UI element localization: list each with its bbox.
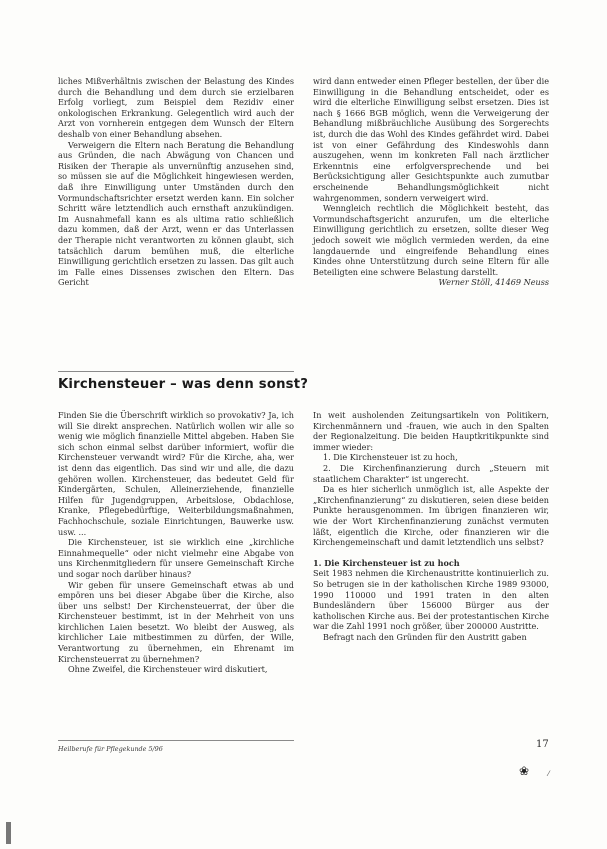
footer-divider [58,740,294,741]
article2-left-paragraph: Wir geben für unsere Gemeinschaft etwas ab und empören uns bei dieser Abgabe über die Kirche, also über uns selbst! Der Kirchensteuerrat, der über die Kirchensteuer bestimmt, ist in der Mehrheit von uns kirchlichen Laien besetzt. Wo bleibt der Ausweg, als kirchlicher Laie mitbestimmen zu dürfen, der Wille, Verantwortung zu übernehmen, ein Ehrenamt im Kirchensteuerrat zu übernehmen? [58,579,294,664]
article1-right-paragraph: Wenngleich rechtlich die Möglichkeit besteht, das Vormundschaftsgericht anzurufen, um die elterliche Einwilligung gerichtlich zu ersetzen, sollte dieser Weg jedoch soweit wie möglich vermieden werden, da eine langdauernde und eingreifende Behandlung eines Kindes ohne Unterstützung durch seine Eltern für alle Beteiligten eine schwere Belastung darstellt. [313,203,549,277]
article1-left-paragraph: Verweigern die Eltern nach Beratung die Behandlung aus Gründen, die nach Abwägung von Chancen und Risiken der Therapie als unvernünftig anzusehen sind, so müssen sie auf die Möglichkeit hingewiesen werden, daß ihre Einwilligung unter Umständen durch den Vormundschaftsrichter ersetzt werden kann. Ein solcher Schritt wäre letztendlich auch ernsthaft anzukündigen. Im Ausnahmefall kann es als ultima ratio schließlich dazu kommen, daß der Arzt, wenn er das Unterlassen der Therapie nicht verantworten zu können glaubt, sich tatsächlich darum bemühen muß, die elterliche Einwilligung gerichtlich ersetzen zu lassen. Das gilt auch im Falle eines Dissenses zwischen den Eltern. Das Gericht [58,139,294,288]
article2-right-column [313,410,549,642]
corner-mark-icon: ⁄ [548,770,550,778]
article2-sub-paragraph: Befragt nach den Gründen für den Austritt gaben [323,631,527,642]
article2-list-item: 1. Die Kirchensteuer ist zu hoch, [323,452,458,463]
article2-list-item: 2. Die Kirchenfinanzierung durch „Steuern mit staatlichem Charakter“ ist ungerecht. [313,462,549,484]
article2-sub-paragraph: Seit 1983 nehmen die Kirchenaustritte kontinuierlich zu. So betrugen sie in der katholischen Kirche 1989 93000, 1990 110000 und 1991 traten in den alten Bundesländern über 156000 Bürger aus der katholischen Kirche aus. Bei der protestantischen Kirche war die Zahl 1991 noch größer, über 200000 Austritte. [313,568,549,632]
article1-right-paragraph: wird dann entweder einen Pfleger bestellen, der über die Einwilligung in die Behandlung entscheidet, oder es wird die elterliche Einwilligung selbst ersetzen. Dies ist nach § 1666 BGB möglich, wenn die Verweigerung der Behandlung mißbräuchliche Ausübung des Sorgerechts ist, durch die das Wohl des Kindes gefährdet wird. Dabei ist von einer Gefährdung des Kindeswohls dann auszugehen, wenn im konkreten Fall nach ärztlicher Erkenntnis eine erfolgversprechende und bei Berücksichtigung aller Gesichtspunkte auch zumutbar erscheinende Behandlungsmöglichkeit nicht wahrgenommen, sondern verweigert wird. [313,76,549,203]
article1-left-column [58,76,294,288]
article1-left-paragraph: liches Mißverhältnis zwischen der Belastung des Kindes durch die Behandlung und dem durch sie erzielbaren Erfolg vorliegt, zum Beispiel dem Rezidiv einer onkologischen Erkrankung. Gelegentlich wird auch der Arzt von vornherein entgegen dem Wunsch der Eltern deshalb von einer Behandlung absehen. [58,76,294,139]
article2-left-column [58,410,294,675]
journal-footer: Heilberufe für Pflegekunde 5/96 [58,745,163,753]
article1-right-column [313,76,549,288]
page-number: 17 [536,739,549,750]
section-divider [58,371,294,372]
article2-right-intro: In weit ausholenden Zeitungsartikeln von Politikern, Kirchenmännern und -frauen, wie auch in den Spalten der Regionalzeitung. Die beiden Hauptkritikpunkte sind immer wieder: [313,410,549,452]
registration-mark-icon: ❀ [519,764,530,778]
binding-edge-mark [6,822,11,844]
article2-subheading: 1. Die Kirchensteuer ist zu hoch [313,557,460,568]
article2-right-paragraph: Da es hier sicherlich unmöglich ist, alle Aspekte der „Kirchenfinanzierung“ zu diskutieren, seien diese beiden Punkte herausgenommen. Im übrigen finanzieren wir, wie der Wort Kirchenfinanzierung zunächst vermuten läßt, eigentlich die Kirche, oder finanzieren wir die Kirchengemeinschaft und damit letztendlich uns selbst? [313,484,549,548]
article1-signature: Werner Stöll, 41469 Neuss [438,277,549,288]
article2-heading: Kirchensteuer – was denn sonst? [58,377,309,392]
article2-left-paragraph: Finden Sie die Überschrift wirklich so provokativ? Ja, ich will Sie direkt ansprechen. Natürlich wollen wir alle so wenig wie möglich finanzielle Mittel abgeben. Haben Sie sich schon einmal selbst darüber informiert, wofür die Kirchensteuer verwandt wird? Für die Kirche, aha, wer ist denn das eigentlich. Das sind wir und alle, die dazu gehören wollen. Kirchensteuer, das bedeutet Geld für Kindergärten, Schulen, Alleinerziehende, finanzielle Hilfen für Jugendgruppen, Arbeitslose, Obdachlose, Kranke, Pflegebedürftige, Weiterbildungsmaßnahmen, Fachhochschule, soziale Einrichtungen, Bauwerke usw. usw. ... [58,410,294,537]
article2-left-paragraph: Ohne Zweifel, die Kirchensteuer wird diskutiert, [68,664,268,675]
article2-left-paragraph: Die Kirchensteuer, ist sie wirklich eine „kirchliche Einnahmequelle“ oder nicht vielmehr eine Abgabe von uns Kirchenmitgliedern für unsere Gemeinschaft Kirche und sogar noch darüber hinaus? [58,537,294,579]
